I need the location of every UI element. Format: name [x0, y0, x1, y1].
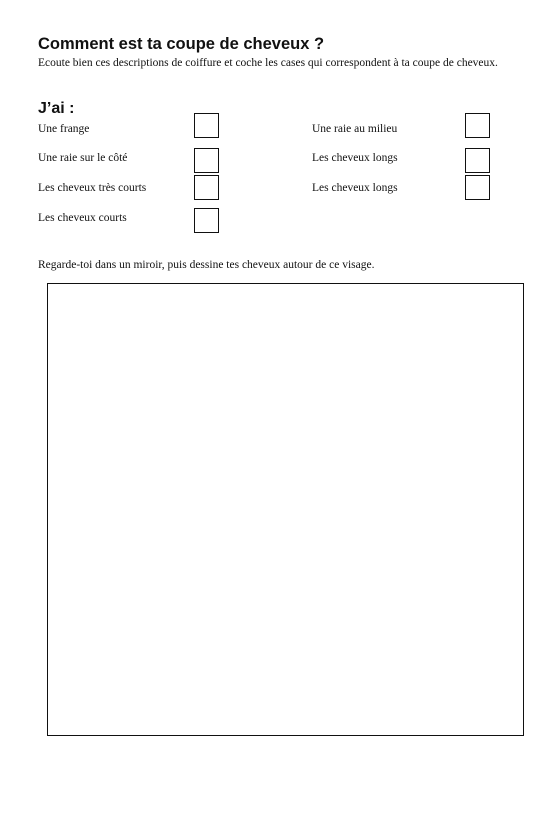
worksheet-intro: Ecoute bien ces descriptions de coiffure et coche les cases qui correspondent à ta coupe de cheveux.	[38, 57, 498, 69]
drawing-instruction: Regarde-toi dans un miroir, puis dessine tes cheveux autour de ce visage.	[38, 259, 375, 271]
option-label-raie-cote: Une raie sur le côté	[38, 152, 128, 164]
option-label-longs-2: Les cheveux longs	[312, 182, 398, 194]
checkbox-longs-1[interactable]	[465, 148, 490, 173]
option-label-raie-milieu: Une raie au milieu	[312, 123, 398, 135]
option-label-tres-courts: Les cheveux très courts	[38, 182, 147, 194]
options-heading: J’ai :	[38, 100, 75, 117]
checkbox-tres-courts[interactable]	[194, 175, 219, 200]
checkbox-raie-milieu[interactable]	[465, 113, 490, 138]
checkbox-raie-cote[interactable]	[194, 148, 219, 173]
drawing-area[interactable]	[47, 283, 524, 736]
checkbox-longs-2[interactable]	[465, 175, 490, 200]
option-label-longs-1: Les cheveux longs	[312, 152, 398, 164]
checkbox-frange[interactable]	[194, 113, 219, 138]
option-label-courts: Les cheveux courts	[38, 212, 127, 224]
option-label-frange: Une frange	[38, 123, 90, 135]
worksheet-title: Comment est ta coupe de cheveux ?	[38, 35, 325, 53]
checkbox-courts[interactable]	[194, 208, 219, 233]
